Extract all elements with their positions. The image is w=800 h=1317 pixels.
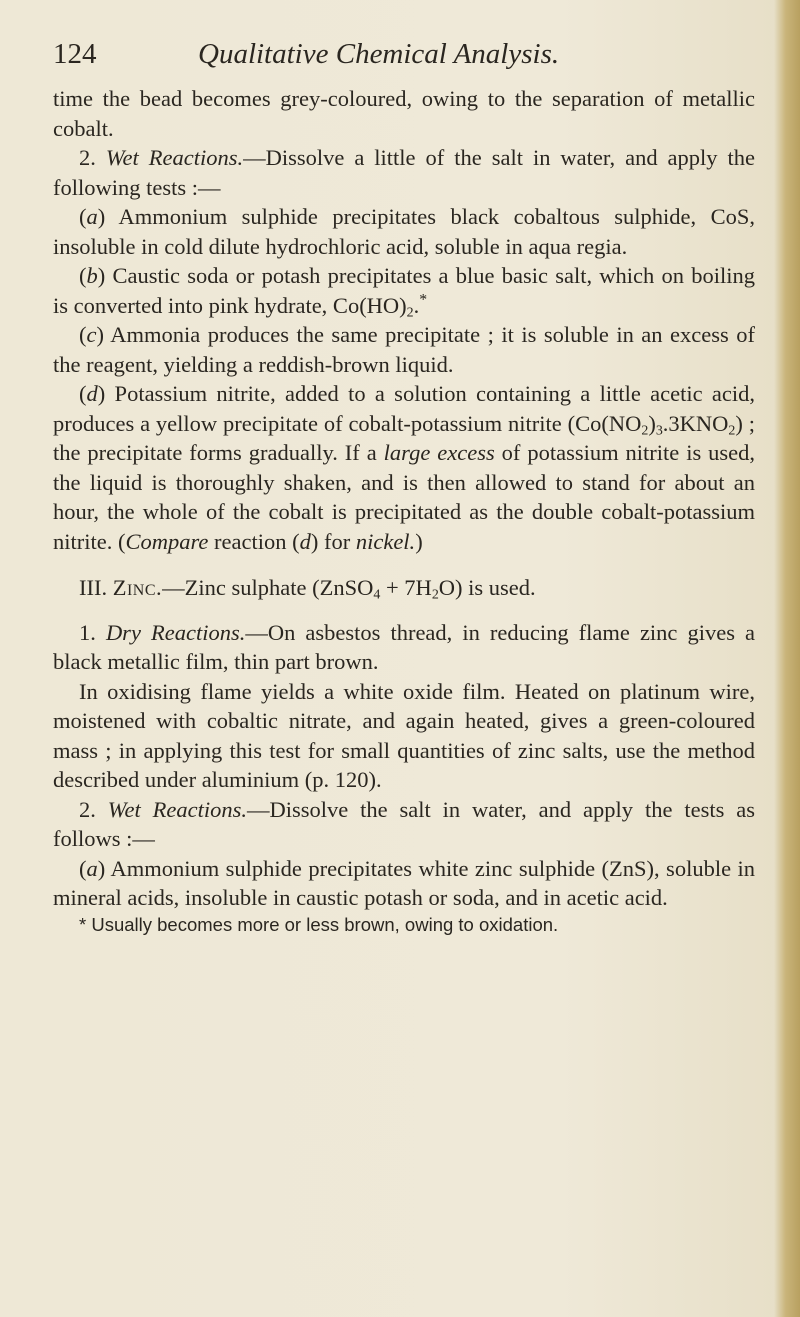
test-letter: c <box>86 322 97 347</box>
paragraph-gap <box>53 603 755 618</box>
page-header <box>53 38 753 78</box>
element-name: Zinc. <box>112 575 163 600</box>
zinc-section-heading: III. Zinc.—Zinc sulphate (ZnSO$_4$ + $7H_2O$) is used. <box>79 575 536 603</box>
cobalt-test-b: (b) Caustic soda or potash precipitates a blue basic salt, which on boiling is converted into pink hydrate, $Co(HO)_2.^*$ <box>53 263 755 320</box>
zinc-oxidising-paragraph: In oxidising flame yields a white oxide film. Heated on platinum wire, moistened with cobaltic nitrate, and again heated, gives a green-coloured mass ; in applying this test for small quantities of zinc salts, use the method described under aluminium (p. 120). <box>53 678 755 792</box>
cobalt-test-a: (a) Ammonium sulphide precipitates black cobaltous sulphide, CoS, insoluble in cold dilute hydrochloric acid, soluble in aqua regia. <box>53 204 755 259</box>
footnote-marker: * <box>419 291 428 308</box>
body-text <box>53 84 755 937</box>
test-letter: a <box>86 204 98 229</box>
page-edge-binding <box>774 0 800 1317</box>
dry-reactions-heading: Dry Reactions. <box>105 619 246 645</box>
running-title: Qualitative Chemical Analysis. <box>198 38 560 70</box>
cobalt-test-d: (d) Potassium nitrite, added to a solution containing a little acetic acid, produces a yellow precipitate of cobalt-potassium nitrite $(Co(NO_2)_3.3KNO_2)$ ; the precipitate forms gradually. If a large excess of potassium nitrite is used, the liquid is thoroughly shaken, and is then allowed to stand for about an hour, the whole of the cobalt is precipitated as the double cobalt-potassium nitrite. (Compare reaction (d) for nickel.) <box>53 381 756 554</box>
test-letter: d <box>86 381 98 406</box>
cobalt-wet-reactions-paragraph: 2. Wet Reactions.—Dissolve a little of the salt in water, and apply the following tests :— <box>53 145 756 200</box>
zinc-dry-reactions-paragraph: 1. Dry Reactions.—On asbestos thread, in reducing flame zinc gives a black metallic film, thin part brown. <box>53 619 756 674</box>
zinc-test-a: (a) Ammonium sulphide precipitates white zinc sulphide (ZnS), soluble in mineral acids, insoluble in caustic potash or soda, and in acetic acid. <box>53 855 755 910</box>
wet-reactions-heading: Wet Reactions. <box>107 796 247 822</box>
cobalt-test-c: (c) Ammonia produces the same precipitate ; it is soluble in an excess of the reagent, yielding a reddish-brown liquid. <box>53 322 755 377</box>
footnote: * Usually becomes more or less brown, owing to oxidation. <box>79 913 559 935</box>
wet-reactions-heading: Wet Reactions. <box>105 145 244 170</box>
test-letter: b <box>86 263 98 288</box>
test-letter: a <box>86 855 98 881</box>
cobalt-paragraph-continuation: time the bead becomes grey-coloured, owing to the separation of metallic cobalt. <box>53 86 755 141</box>
section-gap <box>53 556 755 573</box>
zinc-wet-reactions-paragraph: 2. Wet Reactions.—Dissolve the salt in water, and apply the tests as follows :— <box>53 796 755 851</box>
page-number: 124 <box>53 38 97 70</box>
footnote-marker: * <box>79 913 87 935</box>
